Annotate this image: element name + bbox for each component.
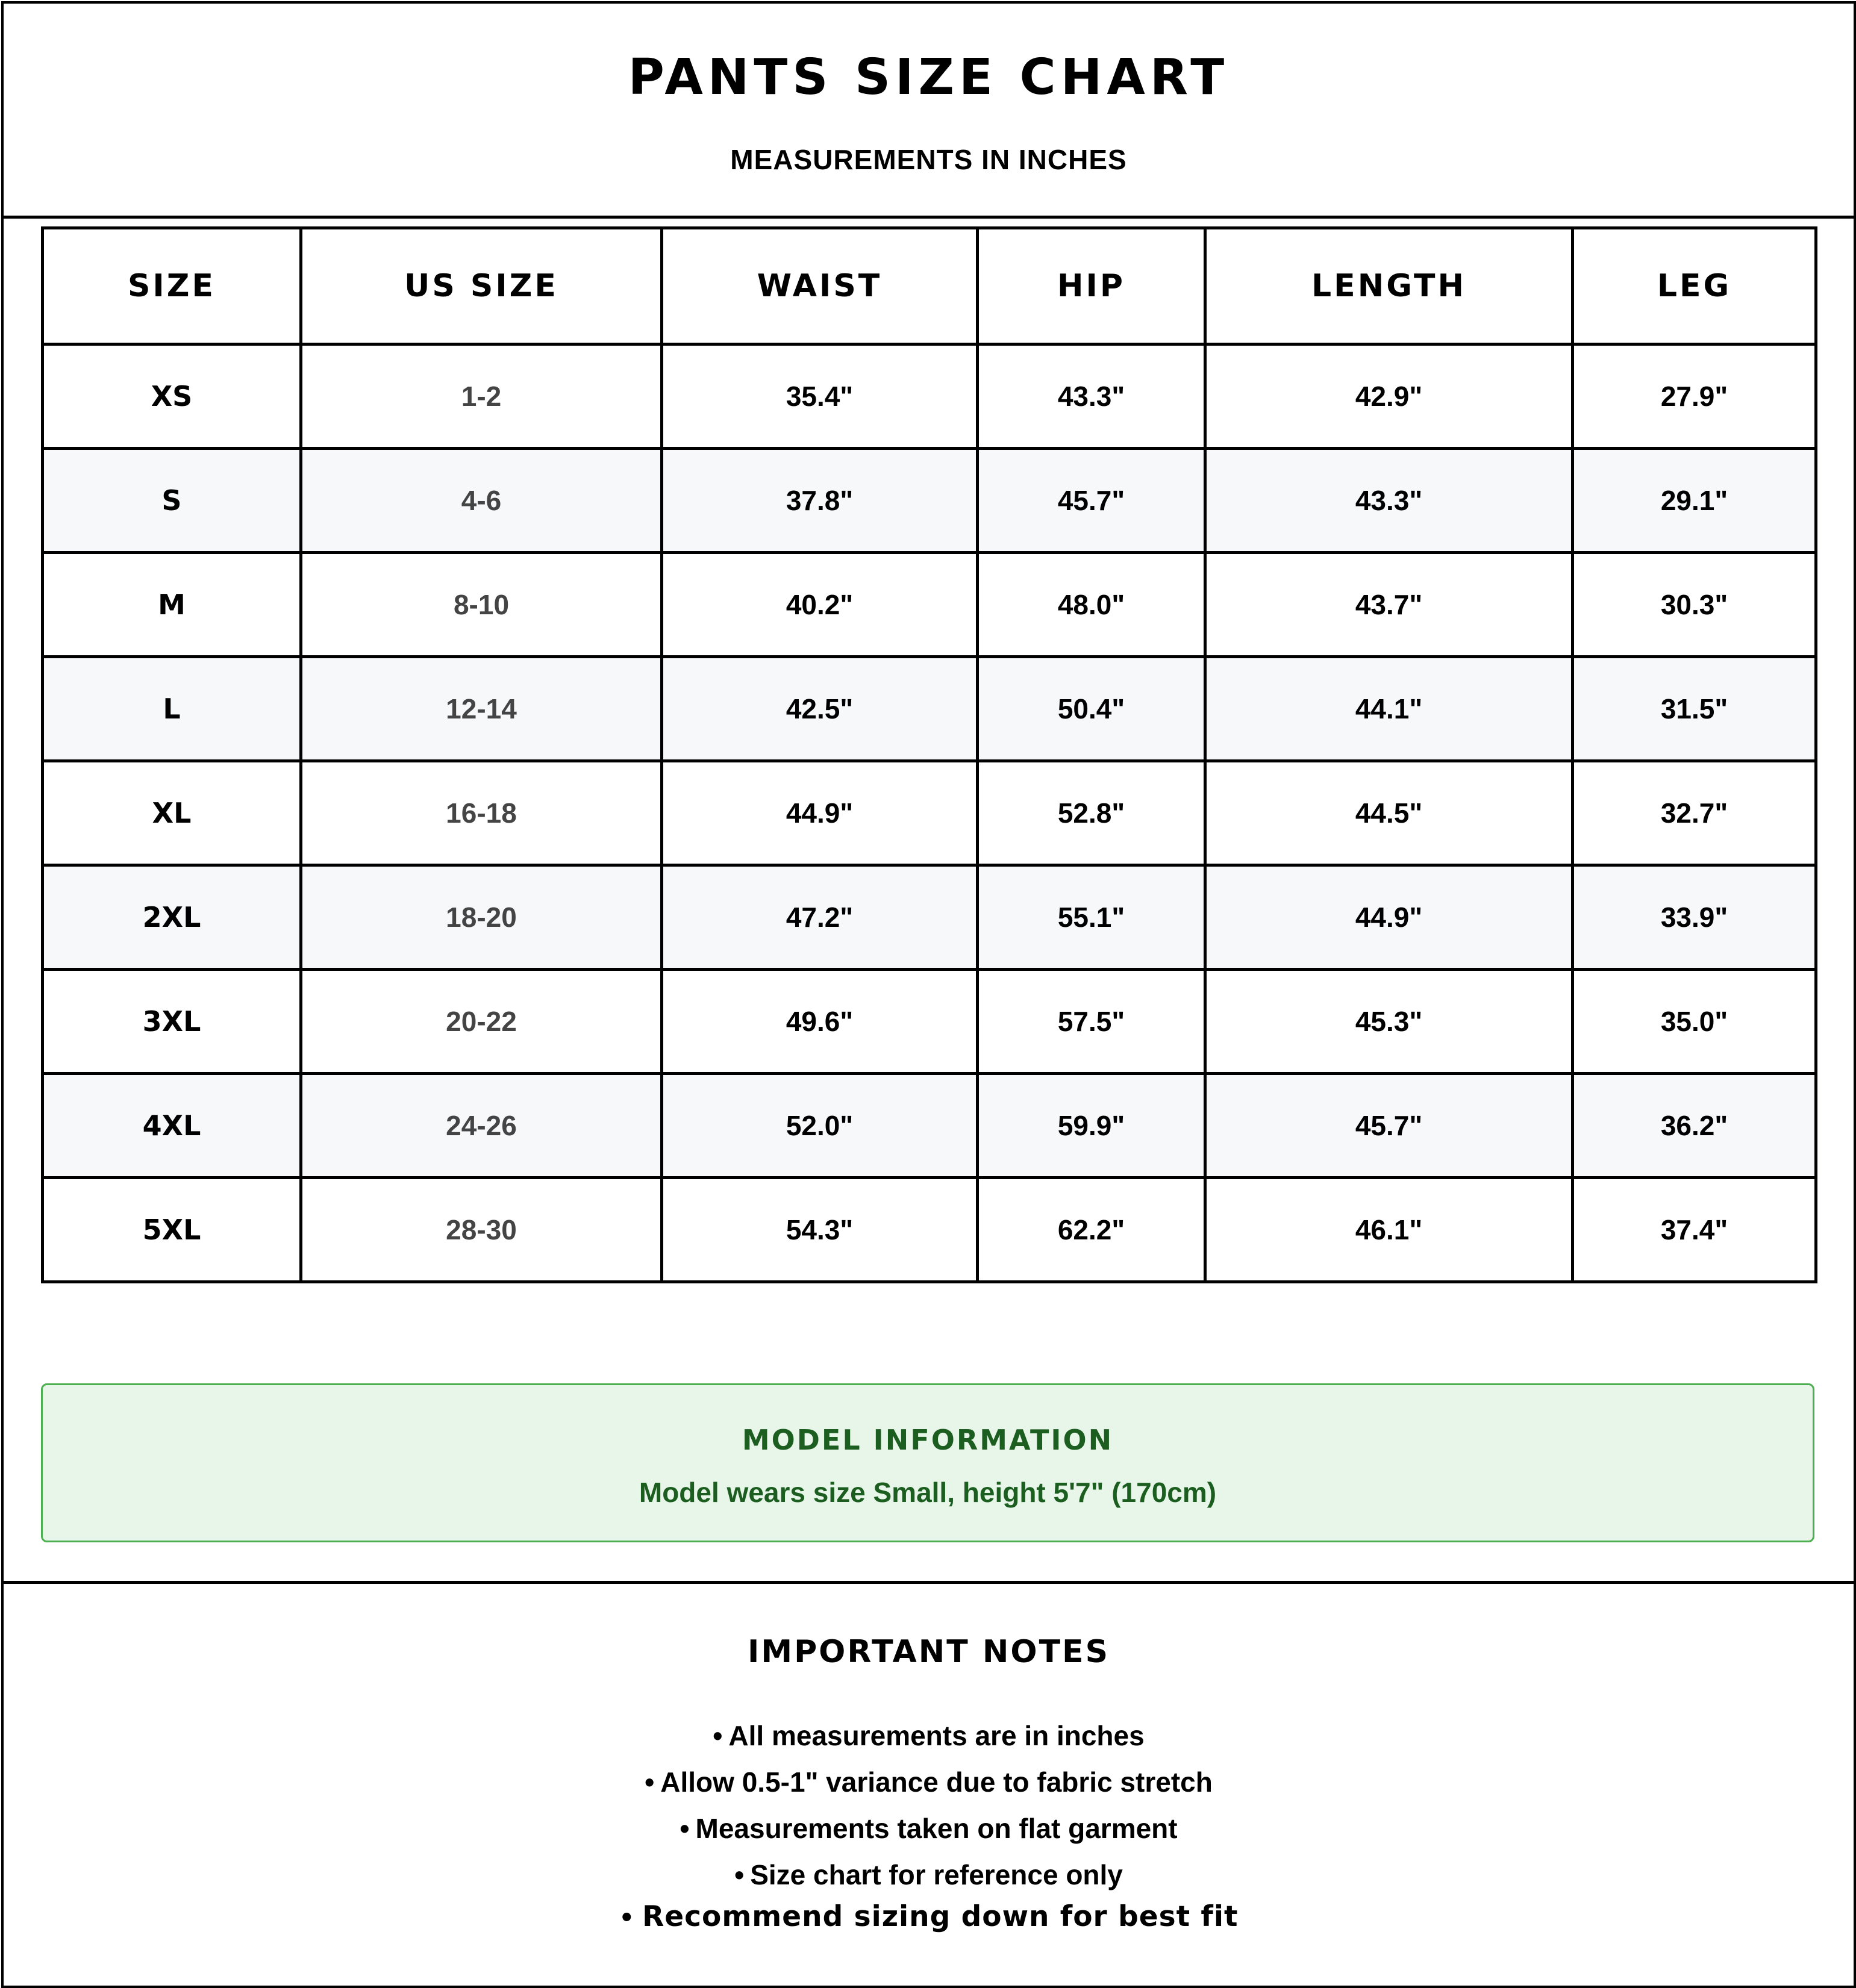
length-cell: 43.3" <box>1205 449 1573 553</box>
waist-cell: 52.0" <box>662 1074 978 1178</box>
table-row <box>43 1074 1816 1178</box>
waist-cell: 47.2" <box>662 865 978 970</box>
note-text: Size chart for reference only <box>750 1859 1123 1890</box>
us-size-cell: 24-26 <box>301 1074 662 1178</box>
bullet-icon: • <box>734 1859 745 1890</box>
size-table <box>41 226 1817 1283</box>
bullet-icon: • <box>645 1766 655 1798</box>
hip-cell: 48.0" <box>978 553 1205 657</box>
us-size-cell: 20-22 <box>301 970 662 1074</box>
hip-cell: 55.1" <box>978 865 1205 970</box>
waist-cell: 40.2" <box>662 553 978 657</box>
length-cell: 43.7" <box>1205 553 1573 657</box>
leg-cell: 27.9" <box>1573 344 1816 449</box>
notes-title: IMPORTANT NOTES <box>747 1634 1110 1670</box>
leg-cell: 29.1" <box>1573 449 1816 553</box>
size-cell: M <box>43 553 301 657</box>
note-item <box>4 1713 1854 1759</box>
us-size-cell: 16-18 <box>301 761 662 865</box>
size-cell: 3XL <box>43 970 301 1074</box>
hip-cell: 59.9" <box>978 1074 1205 1178</box>
us-size-cell: 18-20 <box>301 865 662 970</box>
length-cell: 45.3" <box>1205 970 1573 1074</box>
us-size-cell: 12-14 <box>301 657 662 761</box>
note-text: Allow 0.5-1" variance due to fabric stretch <box>660 1766 1213 1798</box>
table-row <box>43 1178 1816 1282</box>
size-cell: 5XL <box>43 1178 301 1282</box>
size-table-container <box>41 226 1852 1283</box>
length-cell: 44.5" <box>1205 761 1573 865</box>
us-size-cell: 28-30 <box>301 1178 662 1282</box>
column-header-size: SIZE <box>43 228 301 344</box>
table-row <box>43 449 1816 553</box>
size-cell: XS <box>43 344 301 449</box>
length-cell: 46.1" <box>1205 1178 1573 1282</box>
waist-cell: 44.9" <box>662 761 978 865</box>
note-item-emphasis <box>4 1898 1854 1936</box>
size-cell: S <box>43 449 301 553</box>
column-header-leg: LEG <box>1573 228 1816 344</box>
table-header-row <box>43 228 1816 344</box>
header-divider <box>4 216 1854 219</box>
table-row <box>43 970 1816 1074</box>
length-cell: 45.7" <box>1205 1074 1573 1178</box>
leg-cell: 33.9" <box>1573 865 1816 970</box>
hip-cell: 45.7" <box>978 449 1205 553</box>
note-text: All measurements are in inches <box>728 1720 1145 1751</box>
table-row <box>43 657 1816 761</box>
table-row <box>43 865 1816 970</box>
note-item <box>4 1806 1854 1852</box>
column-header-waist: WAIST <box>662 228 978 344</box>
column-header-hip: HIP <box>978 228 1205 344</box>
waist-cell: 54.3" <box>662 1178 978 1282</box>
size-cell: 4XL <box>43 1074 301 1178</box>
page-title: PANTS SIZE CHART <box>628 49 1230 106</box>
bullet-icon: • <box>713 1720 723 1751</box>
note-item <box>4 1759 1854 1806</box>
length-cell: 42.9" <box>1205 344 1573 449</box>
bullet-icon: • <box>680 1813 690 1844</box>
model-info-box <box>41 1383 1814 1542</box>
note-item <box>4 1852 1854 1898</box>
leg-cell: 30.3" <box>1573 553 1816 657</box>
column-header-length: LENGTH <box>1205 228 1573 344</box>
leg-cell: 37.4" <box>1573 1178 1816 1282</box>
hip-cell: 52.8" <box>978 761 1205 865</box>
table-row <box>43 553 1816 657</box>
hip-cell: 50.4" <box>978 657 1205 761</box>
table-row <box>43 344 1816 449</box>
hip-cell: 62.2" <box>978 1178 1205 1282</box>
length-cell: 44.9" <box>1205 865 1573 970</box>
note-text: Measurements taken on flat garment <box>695 1813 1178 1844</box>
us-size-cell: 8-10 <box>301 553 662 657</box>
hip-cell: 57.5" <box>978 970 1205 1074</box>
us-size-cell: 4-6 <box>301 449 662 553</box>
size-cell: 2XL <box>43 865 301 970</box>
hip-cell: 43.3" <box>978 344 1205 449</box>
model-info-title: MODEL INFORMATION <box>742 1424 1114 1456</box>
waist-cell: 35.4" <box>662 344 978 449</box>
waist-cell: 37.8" <box>662 449 978 553</box>
waist-cell: 49.6" <box>662 970 978 1074</box>
size-cell: XL <box>43 761 301 865</box>
chart-header <box>4 4 1854 218</box>
notes-list <box>4 1713 1854 1936</box>
column-header-us-size: US SIZE <box>301 228 662 344</box>
leg-cell: 36.2" <box>1573 1074 1816 1178</box>
model-info-text: Model wears size Small, height 5'7" (170cm) <box>639 1477 1217 1508</box>
waist-cell: 42.5" <box>662 657 978 761</box>
leg-cell: 31.5" <box>1573 657 1816 761</box>
note-text: Recommend sizing down for best fit <box>642 1900 1239 1933</box>
length-cell: 44.1" <box>1205 657 1573 761</box>
leg-cell: 32.7" <box>1573 761 1816 865</box>
leg-cell: 35.0" <box>1573 970 1816 1074</box>
page-subtitle: MEASUREMENTS IN INCHES <box>730 144 1127 175</box>
table-row <box>43 761 1816 865</box>
notes-divider <box>4 1581 1854 1584</box>
us-size-cell: 1-2 <box>301 344 662 449</box>
bullet-icon: • <box>619 1904 636 1932</box>
size-cell: L <box>43 657 301 761</box>
